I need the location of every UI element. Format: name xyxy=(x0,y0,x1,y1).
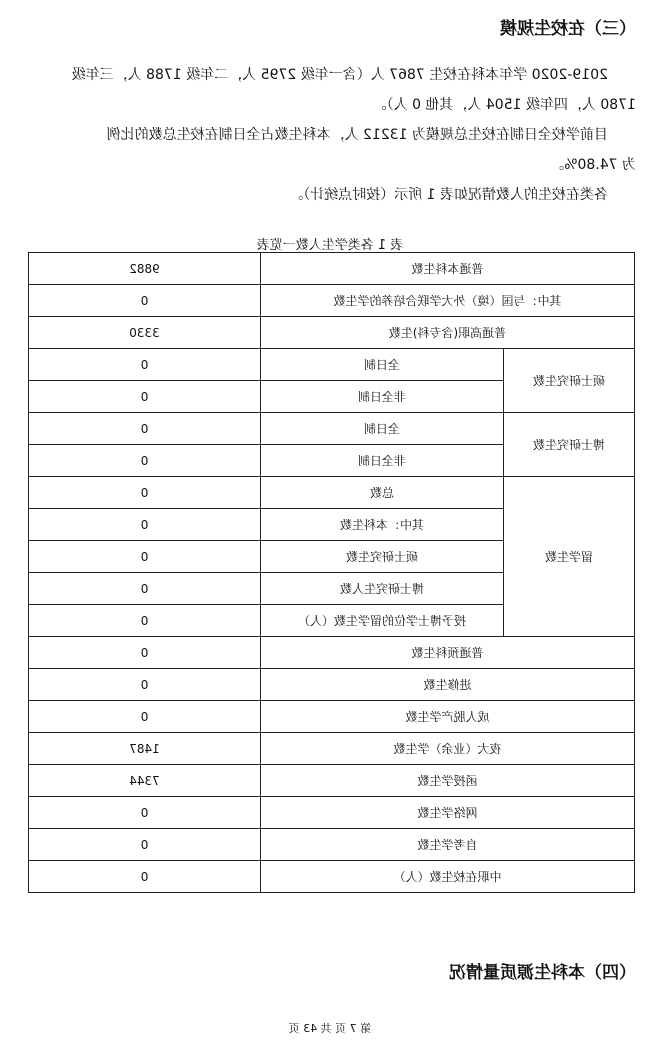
row-label-cell: 非全日制 xyxy=(260,445,503,477)
row-value-cell: 0 xyxy=(28,829,260,861)
row-label-cell: 进修生数 xyxy=(260,669,634,701)
row-label-cell: 其中：与国（境）外大学联合培养的学生数 xyxy=(260,285,634,317)
table-row xyxy=(28,861,634,893)
row-value-cell: 0 xyxy=(28,797,260,829)
row-value-cell: 7344 xyxy=(28,765,260,797)
row-value-cell: 0 xyxy=(28,669,260,701)
row-label-cell: 全日制 xyxy=(260,349,503,381)
table-row xyxy=(28,349,634,381)
row-value-cell: 0 xyxy=(28,477,260,509)
table-row xyxy=(28,797,634,829)
row-value-cell: 0 xyxy=(28,285,260,317)
page-footer: 第 7 页 共 43 页 xyxy=(288,1022,372,1035)
row-label-cell: 普通预科生数 xyxy=(260,637,634,669)
row-label-cell: 总数 xyxy=(260,477,503,509)
paragraph-1-line-2: 1780 人，四年级 1504 人，其他 0 人）。 xyxy=(372,97,636,113)
section-heading-3: （三）在校生规模 xyxy=(500,19,636,39)
row-label-cell: 网络学生数 xyxy=(260,797,634,829)
table-row xyxy=(28,477,634,509)
paragraph-2-line-1: 目前学校全日制在校生总规模为 13212 人，本科生数占全日制在校生总数的比例 xyxy=(106,127,608,143)
row-label-cell: 普通本科生数 xyxy=(260,253,634,285)
paragraph-2-line-2: 为 74.80%。 xyxy=(550,157,636,173)
row-label-cell: 夜大（业余）学生数 xyxy=(260,733,634,765)
row-label-cell: 全日制 xyxy=(260,413,503,445)
row-value-cell: 0 xyxy=(28,413,260,445)
row-value-cell: 0 xyxy=(28,509,260,541)
group-label-cell: 硕士研究生数 xyxy=(504,349,635,413)
row-value-cell: 0 xyxy=(28,605,260,637)
paragraph-1-line-1: 2019-2020 学年本科在校生 7867 人（含一年级 2795 人，二年级 1788 人，三年级 xyxy=(71,67,608,83)
row-value-cell: 0 xyxy=(28,701,260,733)
table-row xyxy=(28,733,634,765)
row-label-cell: 中职在校生数（人） xyxy=(260,861,634,893)
row-label-cell: 自考学生数 xyxy=(260,829,634,861)
row-label-cell: 博士研究生人数 xyxy=(260,573,503,605)
table-row xyxy=(28,637,634,669)
table-row xyxy=(28,829,634,861)
row-label-cell: 成人脱产学生数 xyxy=(260,701,634,733)
row-label-cell: 硕士研究生数 xyxy=(260,541,503,573)
row-value-cell: 0 xyxy=(28,381,260,413)
row-value-cell: 0 xyxy=(28,445,260,477)
table-row xyxy=(28,285,634,317)
table-row xyxy=(28,765,634,797)
section-heading-4: （四）本科生源质量情况 xyxy=(449,963,636,983)
group-label-cell: 留学生数 xyxy=(504,477,635,637)
row-label-cell: 其中：本科生数 xyxy=(260,509,503,541)
group-label-cell: 博士研究生数 xyxy=(504,413,635,477)
row-value-cell: 0 xyxy=(28,637,260,669)
table-caption: 表 1 各类学生人数一览表 xyxy=(256,238,404,253)
row-label-cell: 授予博士学位的留学生数（人） xyxy=(260,605,503,637)
table-row xyxy=(28,413,634,445)
row-value-cell: 9882 xyxy=(28,253,260,285)
row-value-cell: 1487 xyxy=(28,733,260,765)
table-row xyxy=(28,701,634,733)
table-row xyxy=(28,317,634,349)
paragraph-3: 各类在校生的人数情况如表 1 所示（按时点统计）。 xyxy=(289,187,608,203)
row-value-cell: 0 xyxy=(28,861,260,893)
row-value-cell: 0 xyxy=(28,573,260,605)
table-row xyxy=(28,253,634,285)
student-count-table xyxy=(28,252,635,893)
row-value-cell: 0 xyxy=(28,349,260,381)
row-value-cell: 3330 xyxy=(28,317,260,349)
row-label-cell: 函授学生数 xyxy=(260,765,634,797)
row-value-cell: 0 xyxy=(28,541,260,573)
table-row xyxy=(28,669,634,701)
row-label-cell: 非全日制 xyxy=(260,381,503,413)
row-label-cell: 普通高职(含专科)生数 xyxy=(260,317,634,349)
